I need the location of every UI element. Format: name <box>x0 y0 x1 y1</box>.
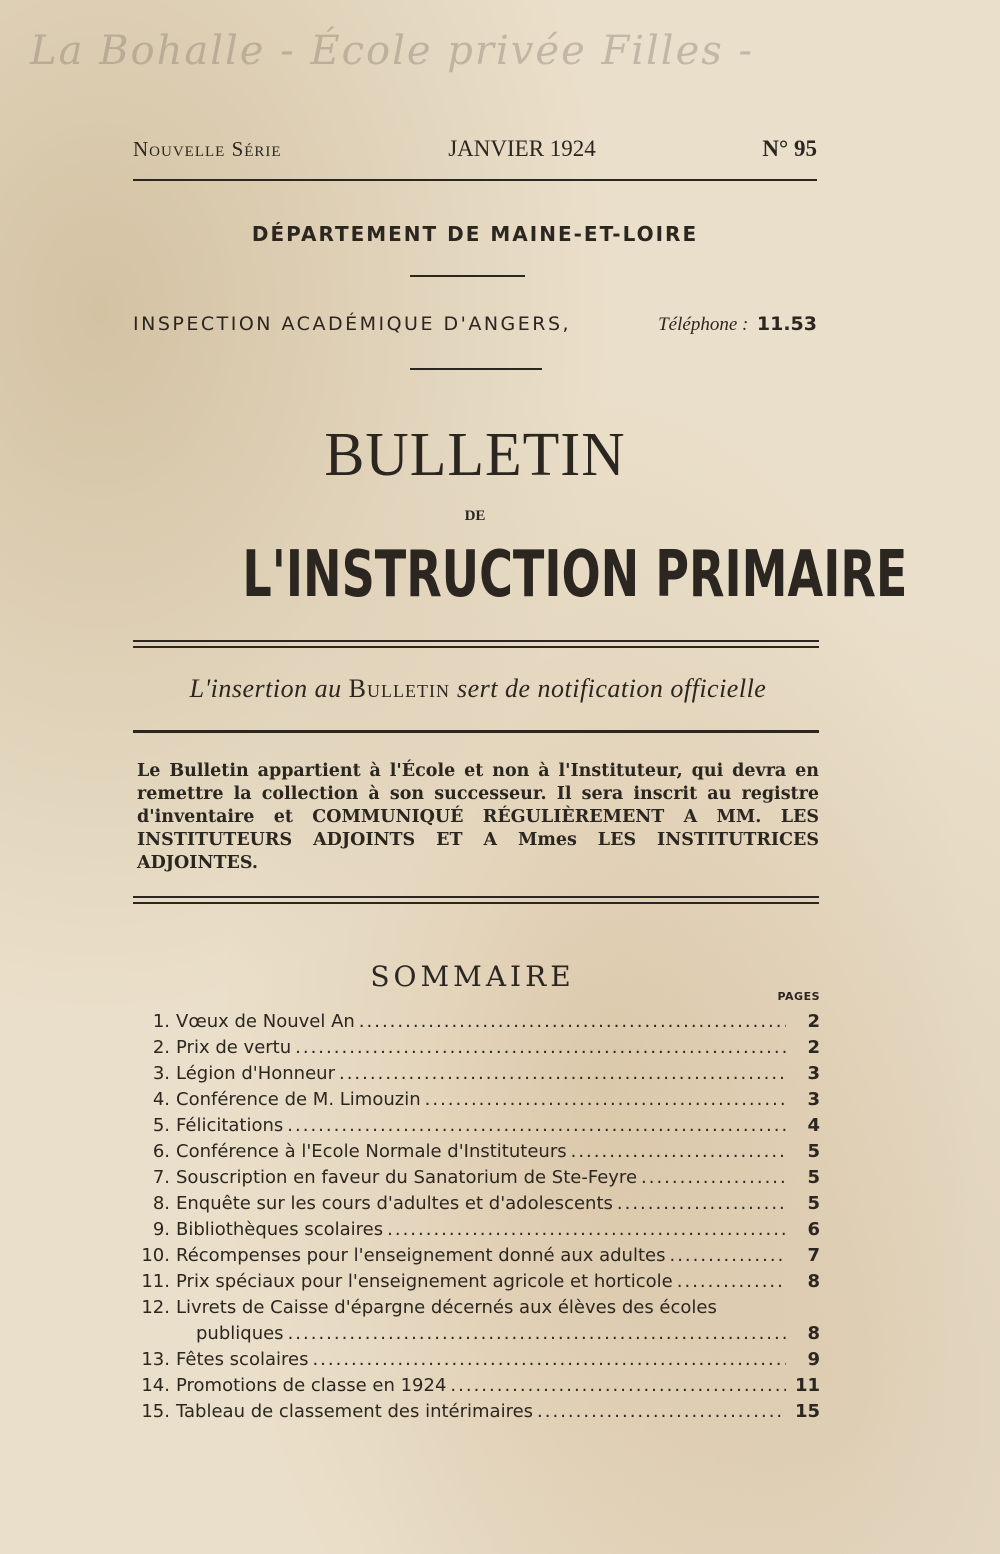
toc-leader-dots <box>669 1245 786 1266</box>
toc-entry-continuation <box>130 1323 820 1349</box>
toc-entry-page: 2 <box>807 1011 820 1032</box>
insertion-part3: sert de notification officielle <box>456 674 767 703</box>
ownership-notice: Le Bulletin appartient à l'École et non à l'Instituteur, qui devra en remettre la collection à son successeur. Il sera inscrit au registre d'inventaire et COMMUNIQUÉ RÉGULIÈREMENT A MM. LES INSTITUTEURS ADJOINTS ET A Mmes LES INSTITUTRICES ADJOINTES. <box>137 761 819 873</box>
toc-leader-dots <box>288 1323 786 1344</box>
toc-entry-number: 8. <box>152 1193 170 1214</box>
toc-entry <box>130 1193 820 1219</box>
toc-entry <box>130 1167 820 1193</box>
toc-entry-page: 2 <box>807 1037 820 1058</box>
toc-entry-page: 8 <box>807 1323 820 1344</box>
title-double-rule-bottom <box>133 646 819 648</box>
toc-entry-title: Prix spéciaux pour l'enseignement agricole et horticole <box>176 1271 673 1292</box>
toc-entry <box>130 1349 820 1375</box>
toc-entry-number: 14. <box>141 1375 170 1396</box>
toc-entry <box>130 1297 820 1323</box>
inspection-text: INSPECTION ACADÉMIQUE D'ANGERS, <box>133 313 572 335</box>
toc-entry-title: Félicitations <box>176 1115 284 1136</box>
toc-entry-page: 5 <box>807 1193 820 1214</box>
toc-entry-page: 4 <box>807 1115 820 1136</box>
toc-leader-dots <box>537 1401 786 1422</box>
toc-leader-dots <box>359 1011 786 1032</box>
telephone <box>658 313 817 336</box>
insertion-rule <box>133 730 819 733</box>
title-bulletin: BULLETIN <box>324 419 626 489</box>
department-rule <box>410 275 525 277</box>
toc-leader-dots <box>339 1063 786 1084</box>
toc-entry <box>130 1037 820 1063</box>
toc-entry <box>130 1011 820 1037</box>
toc-leader-dots <box>387 1219 786 1240</box>
toc-entry-title-continued: publiques <box>196 1323 284 1344</box>
toc-entry-number: 11. <box>141 1271 170 1292</box>
toc-leader-dots <box>571 1141 786 1162</box>
toc-entry <box>130 1141 820 1167</box>
pages-column-label: PAGES <box>777 990 820 1003</box>
telephone-label: Téléphone : <box>658 314 749 335</box>
toc-entry-number: 1. <box>152 1011 170 1032</box>
issue-number: N° 95 <box>762 136 817 161</box>
toc-entry-number: 6. <box>152 1141 170 1162</box>
toc-entry-number: 13. <box>141 1349 170 1370</box>
toc-leader-dots <box>450 1375 786 1396</box>
toc-leader-dots <box>425 1089 786 1110</box>
notice-double-rule-top <box>133 896 819 898</box>
toc-leader-dots <box>617 1193 786 1214</box>
toc-entry <box>130 1063 820 1089</box>
toc-entry <box>130 1401 820 1427</box>
toc-entry-number: 4. <box>152 1089 170 1110</box>
toc-entry-number: 3. <box>152 1063 170 1084</box>
toc-entry-title: Enquête sur les cours d'adultes et d'adolescents <box>176 1193 613 1214</box>
sommaire-heading: SOMMAIRE <box>370 960 575 993</box>
insertion-bulletin: Bulletin <box>348 674 450 703</box>
series-label: Nouvelle Série <box>133 137 282 161</box>
toc-entry-number: 7. <box>152 1167 170 1188</box>
masthead-rule <box>133 179 817 181</box>
toc-entry-page: 9 <box>807 1349 820 1370</box>
toc-entry-page: 3 <box>807 1063 820 1084</box>
toc-entry-page: 3 <box>807 1089 820 1110</box>
toc-entry-title: Souscription en faveur du Sanatorium de Ste-Feyre <box>176 1167 638 1188</box>
title-double-rule-top <box>133 640 819 642</box>
toc-entry-page: 5 <box>807 1167 820 1188</box>
toc-entry-title: Tableau de classement des intérimaires <box>176 1401 534 1422</box>
toc-entry-title: Conférence de M. Limouzin <box>176 1089 421 1110</box>
toc-entry <box>130 1271 820 1297</box>
toc-entry-title: Promotions de classe en 1924 <box>176 1375 447 1396</box>
toc-entry-page: 7 <box>807 1245 820 1266</box>
toc-entry-title: Bibliothèques scolaires <box>176 1219 384 1240</box>
toc-leader-dots <box>287 1115 786 1136</box>
toc-entry-title: Fêtes scolaires <box>176 1349 309 1370</box>
handwritten-annotation: La Bohalle - École privée Filles - <box>30 28 755 74</box>
masthead <box>133 136 817 170</box>
toc-entry <box>130 1375 820 1401</box>
insertion-part1: L'insertion au <box>189 674 342 703</box>
toc-entry-title: Prix de vertu <box>176 1037 292 1058</box>
toc-entry <box>130 1219 820 1245</box>
toc-entry-number: 5. <box>152 1115 170 1136</box>
toc-leader-dots <box>677 1271 786 1292</box>
toc-entry-number: 2. <box>152 1037 170 1058</box>
toc-entry-page: 6 <box>807 1219 820 1240</box>
insertion-notice <box>133 674 823 704</box>
toc-entry-number: 15. <box>141 1401 170 1422</box>
toc-entry-page: 5 <box>807 1141 820 1162</box>
toc-entry <box>130 1115 820 1141</box>
telephone-number: 11.53 <box>756 313 817 335</box>
toc-entry-title: Livrets de Caisse d'épargne décernés aux élèves des écoles <box>176 1297 717 1318</box>
table-of-contents <box>130 1011 820 1427</box>
toc-entry <box>130 1089 820 1115</box>
toc-entry-title: Conférence à l'Ecole Normale d'Instituteurs <box>176 1141 567 1162</box>
toc-entry-title: Vœux de Nouvel An <box>176 1011 355 1032</box>
toc-entry-number: 12. <box>141 1297 170 1318</box>
title-de: DE <box>464 508 486 524</box>
toc-entry-page: 8 <box>807 1271 820 1292</box>
toc-entry-number: 9. <box>152 1219 170 1240</box>
inspection-rule <box>410 368 542 370</box>
inspection-line <box>133 313 817 336</box>
issue-date: JANVIER 1924 <box>448 136 596 161</box>
toc-entry-title: Récompenses pour l'enseignement donné aux adultes <box>176 1245 666 1266</box>
toc-entry-number: 10. <box>141 1245 170 1266</box>
toc-entry-title: Légion d'Honneur <box>176 1063 335 1084</box>
notice-double-rule-bottom <box>133 902 819 904</box>
toc-leader-dots <box>312 1349 786 1370</box>
toc-leader-dots <box>641 1167 786 1188</box>
title-instruction-primaire: L'INSTRUCTION PRIMAIRE <box>242 538 908 612</box>
toc-entry-page: 11 <box>794 1375 820 1396</box>
toc-entry <box>130 1245 820 1271</box>
department-heading: DÉPARTEMENT DE MAINE-ET-LOIRE <box>251 222 699 246</box>
toc-leader-dots <box>295 1037 786 1058</box>
toc-entry-page: 15 <box>794 1401 820 1422</box>
